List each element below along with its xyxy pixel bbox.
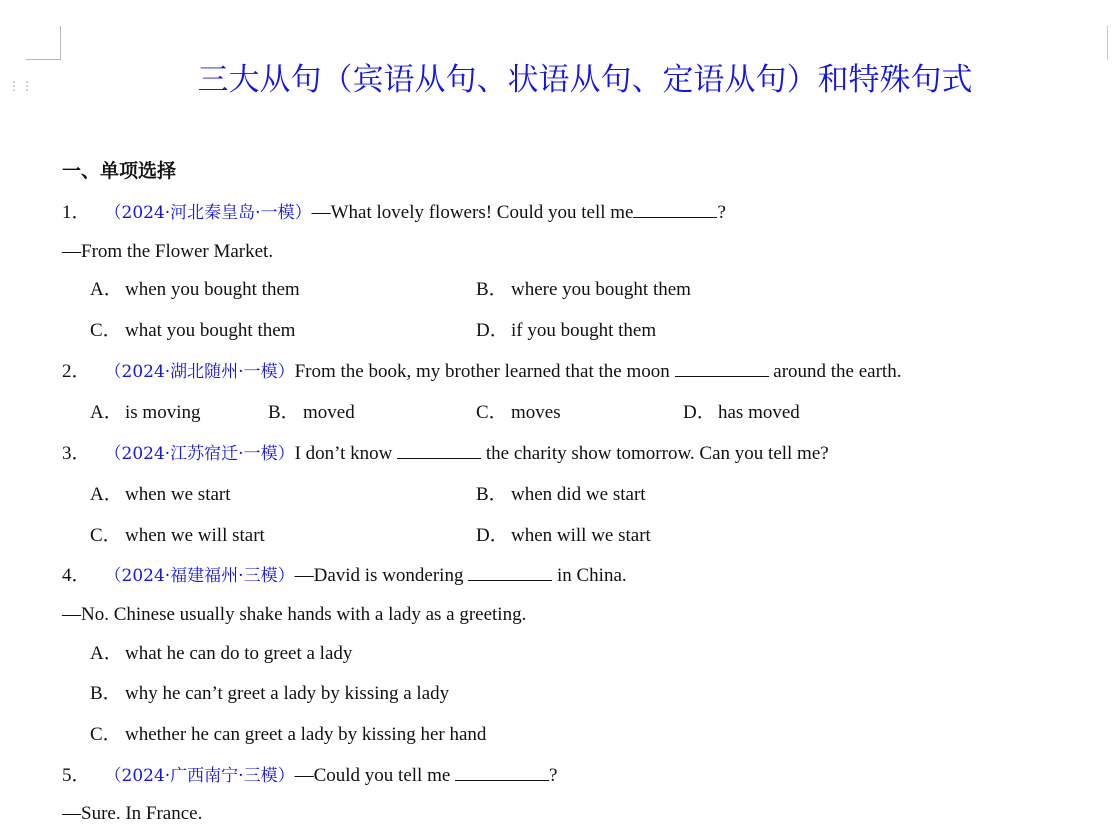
option-a[interactable] (90, 482, 231, 508)
option-b[interactable] (90, 681, 449, 707)
answer-blank (455, 762, 549, 781)
option-text: when you bought them (125, 279, 300, 300)
option-text: has moved (718, 402, 800, 423)
option-text: when will we start (511, 525, 651, 546)
page-corner-marker (60, 26, 61, 60)
option-letter: C． (90, 724, 122, 745)
question-stem-end: ? (717, 202, 726, 223)
question-stem: —David is wondering (294, 565, 469, 586)
option-letter: A． (90, 402, 123, 423)
question-4 (62, 562, 627, 589)
option-c[interactable] (476, 400, 561, 426)
question-number: 3． (62, 443, 91, 464)
option-letter: B． (90, 683, 122, 704)
answer-blank (468, 562, 552, 581)
option-letter: A． (90, 643, 123, 664)
option-b[interactable] (476, 482, 646, 508)
option-a[interactable] (90, 641, 352, 667)
question-stem-end: the charity show tomorrow. Can you tell me? (481, 443, 829, 464)
drag-handle-icon[interactable]: ⋮⋮ (8, 79, 34, 93)
option-text: if you bought them (511, 320, 657, 341)
question-number: 4． (62, 565, 91, 586)
option-c[interactable] (90, 523, 265, 549)
answer-blank (675, 358, 769, 377)
option-letter: A． (90, 484, 123, 505)
question-stem-end: around the earth. (768, 361, 902, 382)
question-source: （2024·河北秦皇岛·一模） (104, 203, 312, 223)
option-text: is moving (125, 402, 201, 423)
option-letter: D． (476, 525, 509, 546)
question-stem-end: ? (549, 765, 558, 786)
option-text: when we will start (125, 525, 265, 546)
option-d[interactable] (476, 523, 651, 549)
option-letter: B． (268, 402, 300, 423)
option-letter: C． (90, 525, 122, 546)
question-stem: —What lovely flowers! Could you tell me (311, 202, 634, 223)
question-number: 1． (62, 202, 91, 223)
question-5-response: —Sure. In France. (62, 803, 203, 824)
option-letter: D． (476, 320, 509, 341)
option-text: what he can do to greet a lady (125, 643, 353, 664)
option-letter: C． (90, 320, 122, 341)
option-a[interactable] (90, 277, 300, 303)
question-stem: From the book, my brother learned that the moon (294, 361, 675, 382)
question-stem: I don’t know (294, 443, 398, 464)
option-letter: A． (90, 279, 123, 300)
option-text: what you bought them (125, 320, 296, 341)
question-stem-end: in China. (552, 565, 627, 586)
page-title: 三大从句（宾语从句、状语从句、定语从句）和特殊句式 (197, 62, 973, 98)
option-text: when did we start (511, 484, 646, 505)
option-c[interactable] (90, 722, 486, 748)
option-text: why he can’t greet a lady by kissing a lady (125, 683, 450, 704)
question-1-response: —From the Flower Market. (62, 241, 274, 262)
option-b[interactable] (268, 400, 355, 426)
option-letter: C． (476, 402, 508, 423)
question-source: （2024·湖北随州·一模） (104, 362, 295, 382)
option-c[interactable] (90, 318, 295, 344)
question-source: （2024·福建福州·三模） (104, 566, 295, 586)
question-3 (62, 440, 829, 467)
option-letter: B． (476, 484, 508, 505)
option-text: whether he can greet a lady by kissing her hand (125, 724, 487, 745)
question-2 (62, 358, 901, 385)
page-corner-marker-right (1107, 26, 1108, 60)
option-text: where you bought them (511, 279, 691, 300)
question-1 (62, 199, 726, 226)
answer-blank (633, 199, 717, 218)
option-letter: B． (476, 279, 508, 300)
question-source: （2024·广西南宁·三模） (104, 766, 295, 786)
option-b[interactable] (476, 277, 691, 303)
question-stem: —Could you tell me (294, 765, 456, 786)
question-number: 5． (62, 765, 91, 786)
option-a[interactable] (90, 400, 200, 426)
option-text: when we start (125, 484, 231, 505)
option-text: moved (303, 402, 355, 423)
answer-blank (397, 440, 481, 459)
section-heading: 一、单项选择 (62, 160, 177, 182)
question-4-response: —No. Chinese usually shake hands with a lady as a greeting. (62, 604, 527, 625)
question-5 (62, 762, 557, 789)
option-d[interactable] (476, 318, 656, 344)
question-source: （2024·江苏宿迁·一模） (104, 444, 295, 464)
question-number: 2． (62, 361, 91, 382)
option-letter: D． (683, 402, 716, 423)
option-text: moves (511, 402, 561, 423)
option-d[interactable] (683, 400, 800, 426)
